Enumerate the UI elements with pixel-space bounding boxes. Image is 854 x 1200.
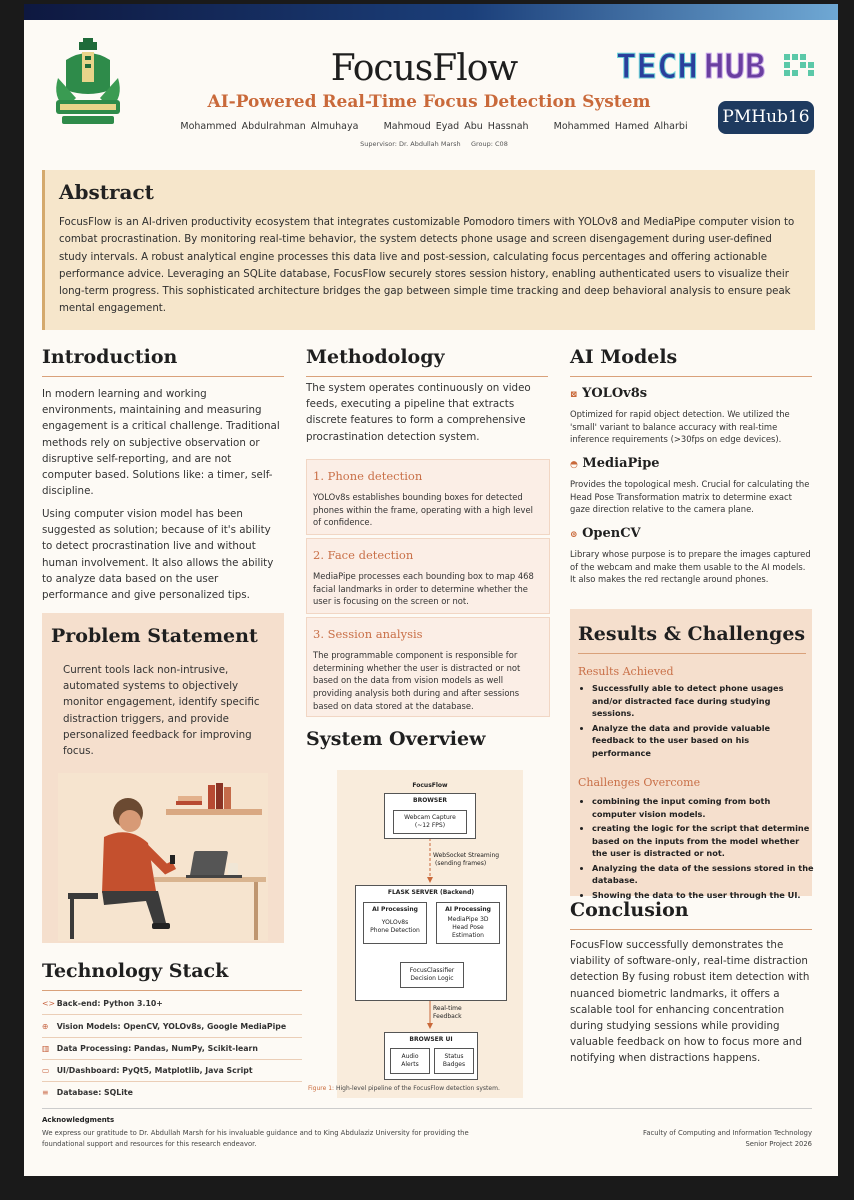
author-1: Mohammed Abdulrahman Almuhaya — [180, 121, 359, 132]
diagram-server-box — [355, 885, 507, 1001]
chart-icon: ▥ — [42, 1044, 50, 1053]
diagram-ai-head: AI Processing — [372, 906, 418, 913]
university-logo — [52, 38, 124, 126]
tech-item-data — [42, 1044, 302, 1053]
acknowledgments-text: We express our gratitude to Dr. Abdullah Marsh for his invaluable guidance and to King Abdulaziz University for providing the foundational support and resources for this research endeavor. — [42, 1129, 469, 1148]
diagram-status-text: Status — [444, 1053, 464, 1060]
diagram-ai-yolo-box — [363, 902, 427, 944]
conclusion-text: FocusFlow successfully demonstrates the viability of software-only, real-time distraction detection By fusing robust item detection with nuanced biometric landmarks, it offers a scalable tool for enhancing concentration during studying sessions while providing valuable feedback on how to focus more and notifying when distractions happens. — [570, 939, 810, 1065]
introduction-p2: Using computer vision model has been suggested as solution; because of it's ability to detect procrastination live and without human involvement. It also allows the ability to analyze data based on the user performance and give personalized tips. — [42, 508, 274, 602]
diagram-audio-text: Audio — [401, 1053, 419, 1060]
top-gradient-bar — [24, 4, 838, 20]
poster-subtitle: AI-Powered Real-Time Focus Detection System — [207, 92, 651, 112]
step-text: MediaPipe processes each bounding box to map 468 facial landmarks in order to determine whether the user is focusing on the screen or not. — [313, 571, 534, 607]
model-name: OpenCV — [582, 526, 641, 541]
results-divider — [578, 653, 806, 654]
model-yolo — [570, 386, 647, 401]
tech-item-label: Database: SQLite — [56, 1088, 133, 1097]
diagram-rt-label: Real-time — [433, 1005, 462, 1012]
supervisor: Supervisor: Dr. Abdullah Marsh — [360, 140, 461, 148]
introduction-title: Introduction — [42, 346, 178, 368]
problem-title: Problem Statement — [51, 625, 258, 647]
model-name: MediaPipe — [582, 456, 660, 471]
abstract-text: FocusFlow is an AI-driven productivity ecosystem that integrates customizable Pomodoro timers with YOLOv8 and MediaPipe computer vision to combat procrastination. By monitoring real-time behavior, the system detects phone usage and screen disengagement during user-defined study intervals. A robust analytical engine processes this data live and post-session, calculating focus percentages and offering actionable performance advice. Leveraging an SQLite database, FocusFlow securely stores session history, enabling authenticated users to visualize their long-term progress. This sophisticated architecture bridges the gap between simple time tracking and deep behavioral analysis to ensure peak mental engagement. — [59, 217, 795, 315]
model-opencv — [570, 526, 641, 541]
methodology-title: Methodology — [306, 346, 445, 368]
results-challenges-section — [570, 609, 814, 900]
list-item: • Successfully able to detect phone usages and/or distracted face during studying sessions. — [592, 682, 792, 720]
method-step-phone — [306, 459, 550, 535]
footer-right — [604, 1128, 812, 1149]
diagram-classifier-text: Decision Logic — [410, 975, 454, 982]
code-icon: <> — [42, 999, 56, 1008]
person-studying-illustration — [58, 773, 268, 941]
list-item: • creating the logic for the script that determine based on the inputs from the model whether the user is distracted or not. — [592, 822, 816, 860]
conclusion-title: Conclusion — [570, 899, 689, 921]
diagram-fps-label: (~12 FPS) — [414, 822, 446, 829]
diagram-browser-ui-label: BROWSER UI — [409, 1036, 453, 1043]
project-label: Senior Project 2026 — [745, 1139, 812, 1148]
diagram-audio-box — [390, 1048, 430, 1074]
globe-icon: ⊕ — [42, 1022, 49, 1031]
tech-item-backend — [42, 999, 302, 1008]
tech-divider — [42, 1059, 302, 1060]
diagram-webcam-label: Webcam Capture — [404, 814, 456, 821]
problem-statement-section — [42, 613, 284, 943]
challenges-title: Challenges Overcome — [578, 776, 701, 789]
results-achieved-list — [574, 682, 792, 761]
supervisor-line — [264, 140, 604, 148]
step-title: 1. Phone detection — [313, 469, 423, 483]
diagram-ws-label: WebSocket Streaming — [433, 852, 500, 859]
target-icon: ⊠ — [570, 390, 578, 400]
diagram-browser-label: BROWSER — [413, 797, 447, 804]
diagram-audio-text: Alerts — [401, 1061, 419, 1068]
tech-divider — [42, 1037, 302, 1038]
model-yolo-text: Optimized for rapid object detection. We utilized the 'small' variant to balance accuracy with real-time inference requirements (>30fps on edge devices). — [570, 409, 790, 445]
introduction-divider — [42, 376, 284, 377]
diagram-ai-mediapipe-box — [436, 902, 500, 944]
opencv-icon: ⊚ — [570, 530, 578, 540]
monitor-icon: ▭ — [42, 1066, 50, 1075]
model-mediapipe — [570, 456, 660, 471]
faculty-name: Faculty of Computing and Information Technology — [643, 1129, 812, 1137]
methodology-divider — [306, 376, 548, 377]
diagram-rt-sub: Feedback — [433, 1013, 462, 1020]
diagram-classifier-box — [400, 962, 464, 988]
system-overview-title: System Overview — [306, 728, 486, 750]
system-architecture-diagram — [337, 770, 523, 1098]
introduction-p1: In modern learning and working environments, maintaining and measuring engagement is a critical challenge. Traditional methods rely on subjective observation or disruptive self-reporting, and are not computer based. Solutions like: a timer, self-discipline. — [42, 388, 280, 498]
model-opencv-text: Library whose purpose is to prepare the images captured of the webcam and make them usable to the AI models. It also makes the red rectangle around phones. — [570, 549, 811, 585]
model-mediapipe-text: Provides the topological mesh. Crucial for calculating the Head Pose Transformation matrix to determine exact gaze direction relative to the camera plane. — [570, 479, 810, 515]
diagram-ai-text: Head Pose — [452, 924, 484, 931]
diagram-browser-ui-box — [384, 1032, 478, 1080]
face-mesh-icon: ◓ — [570, 460, 578, 470]
model-name: YOLOv8s — [582, 386, 648, 401]
tech-item-vision — [42, 1022, 302, 1031]
methodology-intro: The system operates continuously on video feeds, executing a pipeline that extracts discrete features to form a comprehensive procrastination detection system. — [306, 382, 531, 443]
diagram-status-text: Badges — [442, 1061, 466, 1068]
method-step-face — [306, 538, 550, 614]
diagram-ai-text: Estimation — [452, 932, 484, 939]
pmhub-badge: PMHub16 — [718, 101, 814, 134]
tech-item-label: Data Processing: Pandas, NumPy, Scikit-learn — [56, 1044, 258, 1053]
diagram-heading: FocusFlow — [412, 782, 448, 789]
tech-stack-divider — [42, 990, 302, 991]
diagram-ws-sub: (sending frames) — [435, 860, 487, 867]
diagram-status-box — [434, 1048, 474, 1074]
diagram-ai-text: Phone Detection — [370, 927, 420, 934]
list-item: • Analyze the data and provide valuable feedback to the user based on his performance — [592, 722, 792, 760]
diagram-classifier-text: FocusClassifier — [409, 967, 455, 974]
step-text: The programmable component is responsible for determining whether the user is distracted or not based on the data from vision models as well providing analysis both during and after sessions based on data stored at the database. — [313, 650, 521, 711]
tech-item-label: UI/Dashboard: PyQt5, Matplotlib, Java Script — [56, 1066, 253, 1075]
list-item: • Analyzing the data of the sessions stored in the database. — [592, 862, 816, 887]
techhub-logo — [616, 46, 831, 86]
list-item: • combining the input coming from both computer vision models. — [592, 795, 816, 820]
problem-text: Current tools lack non-intrusive, automated systems to objectively monitor engagement, identify specific distraction triggers, and provide personalized feedback for improving focus. — [63, 664, 260, 758]
caption-label: Figure 1: — [308, 1085, 335, 1092]
poster — [24, 4, 838, 1176]
diagram-server-label: FLASK SERVER (Backend) — [387, 889, 475, 896]
tech-stack-title: Technology Stack — [42, 960, 229, 982]
ai-models-title: AI Models — [570, 346, 678, 368]
tech-divider — [42, 1014, 302, 1015]
author-2: Mahmoud Eyad Abu Hassnah — [383, 121, 529, 132]
diagram-webcam-box — [393, 810, 467, 834]
database-icon: ≡ — [42, 1088, 49, 1097]
results-achieved-title: Results Achieved — [578, 665, 674, 678]
tech-item-ui — [42, 1066, 302, 1075]
list-item: • Showing the data to the user through the UI. — [592, 889, 816, 902]
tech-divider — [42, 1081, 302, 1082]
tech-item-label: Back-end: Python 3.10+ — [56, 999, 163, 1008]
challenges-list — [574, 795, 816, 903]
tech-item-database — [42, 1088, 302, 1097]
diagram-ai-text: YOLOv8s — [381, 919, 409, 926]
results-title: Results & Challenges — [578, 623, 806, 645]
step-title: 2. Face detection — [313, 548, 414, 562]
group: Group: C08 — [470, 140, 508, 148]
step-title: 3. Session analysis — [313, 627, 423, 641]
svg-text:TECH: TECH — [616, 47, 698, 86]
diagram-browser-box — [384, 793, 476, 839]
conclusion-divider — [570, 929, 812, 930]
authors — [144, 121, 724, 132]
method-step-session — [306, 617, 550, 717]
svg-text:HUB: HUB — [704, 47, 766, 86]
ai-models-divider — [570, 376, 812, 377]
poster-title: FocusFlow — [330, 48, 518, 89]
abstract-title: Abstract — [59, 180, 154, 204]
diagram-ai-text: MediaPipe 3D — [447, 916, 489, 923]
tech-item-label: Vision Models: OpenCV, YOLOv8s, Google MediaPipe — [56, 1022, 287, 1031]
acknowledgments-title: Acknowledgments — [42, 1116, 115, 1124]
caption-text: High-level pipeline of the FocusFlow detection system. — [334, 1085, 500, 1092]
author-3: Mohammed Hamed Alharbi — [553, 121, 688, 132]
footer-divider — [42, 1108, 812, 1109]
figure-caption — [308, 1085, 500, 1092]
step-text: YOLOv8s establishes bounding boxes for detected phones within the frame, operating with a high level of confidence. — [313, 492, 533, 528]
diagram-ai-head: AI Processing — [445, 906, 491, 913]
abstract-section — [42, 170, 815, 330]
